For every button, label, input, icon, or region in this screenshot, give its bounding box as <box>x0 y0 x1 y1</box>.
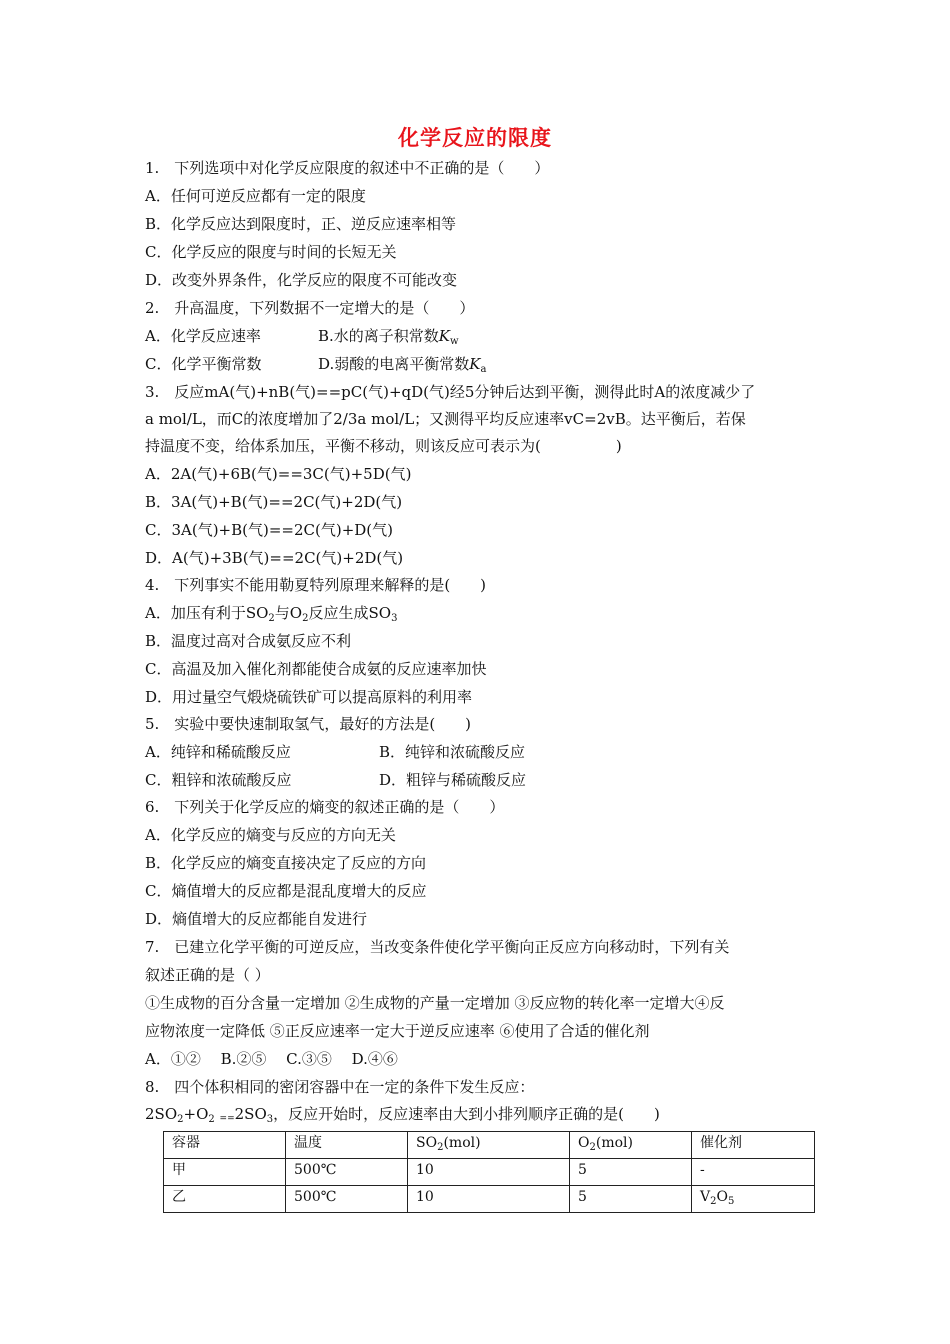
question-7-line-2: 叙述正确的是（ ） <box>145 966 270 984</box>
question-8-stem: 8. 四个体积相同的密闭容器中在一定的条件下发生反应： <box>145 1078 535 1096</box>
cell-temperature: 500℃ <box>286 1159 408 1186</box>
cell-o2: 5 <box>570 1159 692 1186</box>
question-7-line-1: 7. 已建立化学平衡的可逆反应，当改变条件使化学平衡向正反应方向移动时，下列有关 <box>145 938 730 956</box>
cell-so2: 10 <box>408 1159 570 1186</box>
equilibrium-arrow: == <box>219 1114 235 1124</box>
question-7-line-4: 应物浓度一定降低 ⑤正反应速率一定大于逆反应速率 ⑥使用了合适的催化剂 <box>145 1022 650 1040</box>
question-4-option-a: A．加压有利于$SO_2$与$O_2$反应生成$SO_3$ <box>145 604 398 624</box>
cell-container: 甲 <box>164 1159 286 1186</box>
question-1-stem: 1. 下列选项中对化学反应限度的叙述中不正确的是（ ） <box>145 159 550 177</box>
question-2-options-ab <box>145 326 459 346</box>
question-2-stem: 2. 升高温度，下列数据不一定增大的是（ ） <box>145 299 475 317</box>
question-6-option-c: C．熵值增大的反应都是混乱度增大的反应 <box>145 882 427 900</box>
question-8-equation: $2SO_2+O_2 ==2SO_3$，反应开始时，反应速率由大到小排列顺序正确的是( ) <box>145 1105 660 1125</box>
question-5-options-ab <box>145 742 525 762</box>
question-3-option-d: D．A(气)+3B(气)==2C(气)+2D(气) <box>145 549 404 567</box>
question-1-option-a: A．任何可逆反应都有一定的限度 <box>145 187 366 205</box>
question-4-option-c: C．高温及加入催化剂都能使合成氨的反应速率加快 <box>145 660 487 678</box>
question-2-options-cd <box>145 354 486 374</box>
question-7-options: A．①② B.②⑤ C.③⑤ D.④⑥ <box>145 1050 398 1068</box>
header-so2: $SO_2(mol)$ <box>408 1132 570 1159</box>
question-5-option-b: B．纯锌和浓硫酸反应 <box>379 743 526 761</box>
header-catalyst: 催化剂 <box>692 1132 815 1159</box>
cell-temperature: 500℃ <box>286 1186 408 1213</box>
question-7-line-3: ①生成物的百分含量一定增加 ②生成物的产量一定增加 ③反应物的转化率一定增大④反 <box>145 994 725 1012</box>
question-3-line-1: 3. 反应mA(气)+nB(气)==pC(气)+qD(气)经5分钟后达到平衡，测得此时A的浓度减少了 <box>145 383 756 401</box>
question-4-stem: 4. 下列事实不能用勒夏特列原理来解释的是( ) <box>145 576 487 594</box>
header-container: 容器 <box>164 1132 286 1159</box>
cell-container: 乙 <box>164 1186 286 1213</box>
question-5-options-cd <box>145 770 526 790</box>
question-3-line-2: a mol/L，而C的浓度增加了2/3a mol/L；又测得平均反应速率vC=2vB。达平衡后，若保 <box>145 410 746 428</box>
question-5-option-c: C．粗锌和浓硫酸反应 <box>145 771 292 789</box>
cell-so2: 10 <box>408 1186 570 1213</box>
question-6-option-b: B．化学反应的熵变直接决定了反应的方向 <box>145 854 427 872</box>
question-6-option-a: A．化学反应的熵变与反应的方向无关 <box>145 826 396 844</box>
question-2-option-c: C．化学平衡常数 <box>145 355 262 373</box>
question-6-stem: 6. 下列关于化学反应的熵变的叙述正确的是（ ） <box>145 798 505 816</box>
question-1-option-b: B．化学反应达到限度时，正、逆反应速率相等 <box>145 215 457 233</box>
cell-o2: 5 <box>570 1186 692 1213</box>
question-5-option-d: D．粗锌与稀硫酸反应 <box>379 771 527 789</box>
question-5-stem: 5. 实验中要快速制取氢气，最好的方法是( ) <box>145 715 472 733</box>
question-1-option-c: C．化学反应的限度与时间的长短无关 <box>145 243 397 261</box>
question-3-option-c: C．3A(气)+B(气)==2C(气)+D(气) <box>145 521 394 539</box>
table-row <box>164 1186 815 1213</box>
question-2-option-d: D.弱酸的电离平衡常数$K_a$ <box>318 355 487 375</box>
question-1-option-d: D．改变外界条件，化学反应的限度不可能改变 <box>145 271 458 289</box>
conditions-table <box>163 1131 815 1213</box>
question-4-option-b: B．温度过高对合成氨反应不利 <box>145 632 352 650</box>
question-4-option-d: D．用过量空气煅烧硫铁矿可以提高原料的利用率 <box>145 688 473 706</box>
question-5-option-a: A．纯锌和稀硫酸反应 <box>145 743 291 761</box>
table-header-row <box>164 1132 815 1159</box>
question-2-option-b: B.水的离子积常数$K_w$ <box>318 327 459 347</box>
header-temperature: 温度 <box>286 1132 408 1159</box>
cell-catalyst: $V_2O_5$ <box>692 1186 815 1213</box>
question-3-line-3: 持温度不变，给体系加压，平衡不移动，则该反应可表示为( ) <box>145 437 622 455</box>
question-2-option-a: A．化学反应速率 <box>145 327 261 345</box>
table-row <box>164 1159 815 1186</box>
question-6-option-d: D．熵值增大的反应都能自发进行 <box>145 910 368 928</box>
page-title: 化学反应的限度 <box>398 126 552 150</box>
question-3-option-b: B．3A(气)+B(气)==2C(气)+2D(气) <box>145 493 403 511</box>
question-3-option-a: A．2A(气)+6B(气)==3C(气)+5D(气) <box>145 465 412 483</box>
header-o2: $O_2(mol)$ <box>570 1132 692 1159</box>
cell-catalyst: - <box>692 1159 815 1186</box>
